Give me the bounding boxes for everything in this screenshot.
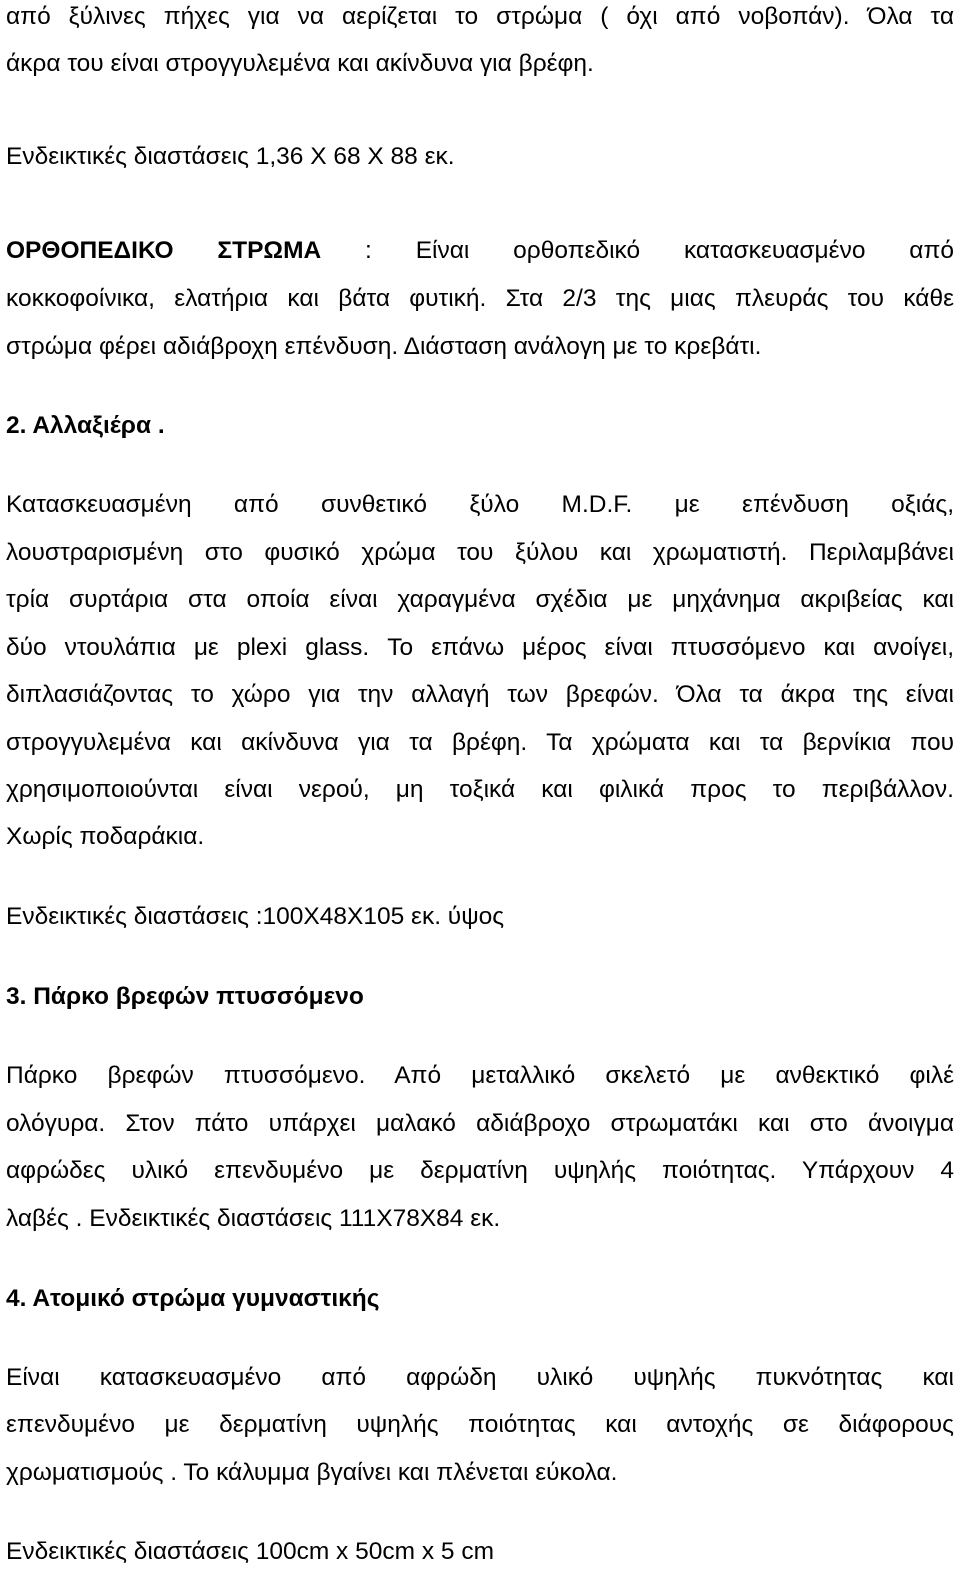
mattress-line-3: στρώμα φέρει αδιάβροχη επένδυση. Διάσταση ανάλογη με το κρεβάτι. bbox=[6, 333, 762, 360]
playpen-line-1: Πάρκο βρεφών πτυσσόμενο. Από μεταλλικό σκελετό με ανθεκτικό φιλέ bbox=[6, 1062, 954, 1089]
playpen-heading: 3. Πάρκο βρεφών πτυσσόμενο bbox=[6, 983, 364, 1010]
gym-mat-line-3: χρωματισμούς . Το κάλυμμα βγαίνει και πλένεται εύκολα. bbox=[6, 1459, 618, 1486]
changer-line-6: στρογγυλεμένα και ακίνδυνα για τα βρέφη. Τα χρώματα και τα βερνίκια που bbox=[6, 729, 954, 756]
changer-line-1: Κατασκευασμένη από συνθετικό ξύλο M.D.F. με επένδυση οξιάς, bbox=[6, 491, 954, 518]
changer-line-3: τρία συρτάρια στα οποία είναι χαραγμένα σχέδια με μηχάνημα ακριβείας και bbox=[6, 586, 954, 613]
mattress-line-1-text: Είναι ορθοπεδικό κατασκευασμένο από bbox=[415, 237, 954, 264]
mattress-heading: ΟΡΘΟΠΕΔΙΚΟ ΣΤΡΩΜΑ bbox=[6, 237, 322, 264]
crib-text-line-1: από ξύλινες πήχες για να αερίζεται το στρώμα ( όχι από νοβοπάν). Όλα τα bbox=[6, 3, 954, 30]
changer-heading: 2. Αλλαξιέρα . bbox=[6, 412, 165, 439]
changer-line-7: χρησιμοποιούνται είναι νερού, μη τοξικά και φιλικά προς το περιβάλλον. bbox=[6, 776, 954, 803]
playpen-line-4: λαβές . Ενδεικτικές διαστάσεις 111Χ78Χ84 εκ. bbox=[6, 1205, 501, 1232]
gym-mat-line-1: Είναι κατασκευασμένο από αφρώδη υλικό υψηλής πυκνότητας και bbox=[6, 1364, 954, 1391]
crib-dimensions: Ενδεικτικές διαστάσεις 1,36 Χ 68 Χ 88 εκ. bbox=[6, 143, 455, 170]
gym-mat-heading: 4. Ατομικό στρώμα γυμναστικής bbox=[6, 1285, 380, 1312]
gym-mat-dimensions: Ενδεικτικές διαστάσεις 100cm x 50cm x 5 cm bbox=[6, 1538, 494, 1565]
changer-line-5: διπλασιάζοντας το χώρο για την αλλαγή των βρεφών. Όλα τα άκρα της είναι bbox=[6, 681, 954, 708]
playpen-line-2: ολόγυρα. Στον πάτο υπάρχει μαλακό αδιάβροχο στρωματάκι και στο άνοιγμα bbox=[6, 1110, 954, 1137]
mattress-line-1 bbox=[6, 236, 954, 266]
playpen-line-3: αφρώδες υλικό επενδυμένο με δερματίνη υψηλής ποιότητας. Υπάρχουν 4 bbox=[6, 1157, 954, 1184]
changer-line-8: Χωρίς ποδαράκια. bbox=[6, 823, 205, 850]
gym-mat-line-2: επενδυμένο με δερματίνη υψηλής ποιότητας και αντοχής σε διάφορους bbox=[6, 1411, 954, 1438]
crib-text-line-2: άκρα του είναι στρογγυλεμένα και ακίνδυνα για βρέφη. bbox=[6, 50, 594, 77]
mattress-line-2: κοκκοφοίνικα, ελατήρια και βάτα φυτική. Στα 2/3 της μιας πλευράς του κάθε bbox=[6, 285, 954, 312]
changer-line-2: λουστραρισμένη στο φυσικό χρώμα του ξύλου και χρωματιστή. Περιλαμβάνει bbox=[6, 539, 954, 566]
changer-dimensions: Ενδεικτικές διαστάσεις :100Χ48Χ105 εκ. ύψος bbox=[6, 903, 505, 930]
changer-line-4: δύο ντουλάπια με plexi glass. Το επάνω μέρος είναι πτυσσόμενο και ανοίγει, bbox=[6, 634, 954, 661]
mattress-colon: : bbox=[365, 237, 372, 264]
